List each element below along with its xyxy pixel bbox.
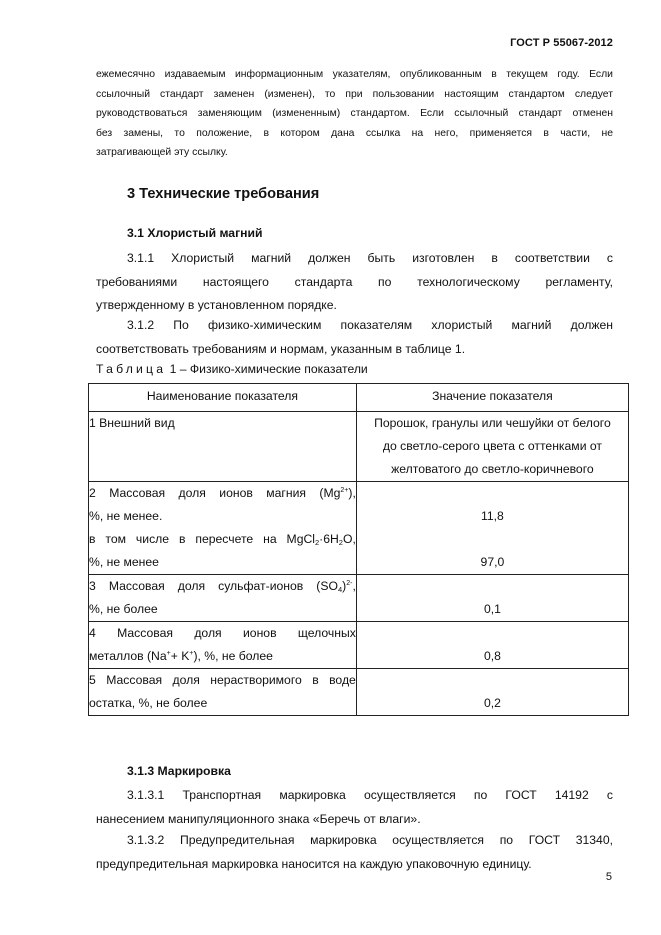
row3-text: 3 Массовая доля сульфат-ионов (SO xyxy=(89,579,338,593)
table-row xyxy=(89,622,629,669)
paragraph-3-1-3-2 xyxy=(96,829,613,876)
paragraph-line: утвержденному в установленном порядке. xyxy=(96,298,337,312)
row2-name-line xyxy=(89,528,356,551)
subsection-title-marking: 3.1.3 Маркировка xyxy=(127,764,231,778)
row4-value-spacer xyxy=(357,622,628,645)
row2-text: O, xyxy=(342,532,356,546)
row3-text: ) xyxy=(342,579,347,593)
row2-sup: 2+ xyxy=(340,487,349,494)
paragraph-line: нанесением манипуляционного знака «Беречь от влаги». xyxy=(96,811,421,826)
row3-value xyxy=(356,575,628,622)
paragraph-line: 3.1.2 По физико-химическим показателям хлористый магний должен xyxy=(127,318,613,332)
row5-value xyxy=(356,669,628,716)
row3-sub: 4 xyxy=(337,585,343,594)
paragraph-line: 3.1.3.2 Предупредительная маркировка осуществляется по ГОСТ 31340, xyxy=(127,833,613,847)
row2-value xyxy=(356,482,628,575)
intro-line: без замены, то положение, в котором дана ссылка на него, применяется в части, не xyxy=(96,127,613,139)
row5-value-spacer xyxy=(357,669,628,692)
paragraph-3-1-3-1 xyxy=(96,784,613,831)
table-row xyxy=(89,669,629,716)
row2-name-line: %, не менее xyxy=(89,555,159,569)
row2-text: 2 Массовая доля ионов магния (Mg xyxy=(89,486,341,500)
row3-name xyxy=(89,575,357,622)
paragraph-line: 3.1.1 Хлористый магний должен быть изготовлен в соответствии с xyxy=(127,251,613,265)
row4-sup: + xyxy=(189,650,194,657)
table-row xyxy=(89,412,629,482)
row5-name xyxy=(89,669,357,716)
table-row xyxy=(89,575,629,622)
paragraph-3-1-2 xyxy=(96,314,613,361)
row4-name-line: 4 Массовая доля ионов щелочных xyxy=(89,626,356,640)
row2-name xyxy=(89,482,357,575)
row3-name-line xyxy=(89,575,356,598)
row3-value-spacer xyxy=(357,575,628,598)
table-row xyxy=(89,482,629,575)
row2-sub: 2 xyxy=(314,538,320,547)
table-caption-word: Таблица xyxy=(96,362,167,376)
row1-name-text: 1 Внешний вид xyxy=(89,416,175,430)
page-number: 5 xyxy=(605,871,612,883)
header-value: Значение показателя xyxy=(356,384,628,412)
row2-value-2: 97,0 xyxy=(480,555,505,569)
row4-value xyxy=(356,622,628,669)
row4-sup: + xyxy=(166,650,171,657)
paragraph-line: 3.1.3.1 Транспортная маркировка осуществляется по ГОСТ 14192 с xyxy=(127,788,613,802)
row2-text: ·6H xyxy=(319,532,339,546)
row2-text: в том числе в пересчете на MgCl xyxy=(89,532,315,546)
intro-paragraph xyxy=(96,65,613,163)
header-name: Наименование показателя xyxy=(89,384,357,412)
intro-line: ежемесячно издаваемым информационным указателям, опубликованным в текущем году. Если xyxy=(96,69,613,80)
row2-name-line: %, не менее. xyxy=(89,509,163,523)
section-title: 3 Технические требования xyxy=(127,186,320,202)
document-code-header: ГОСТ Р 55067-2012 xyxy=(510,37,613,49)
row2-name-line xyxy=(89,482,356,505)
row3-sup: 2- xyxy=(346,580,353,587)
row4-text: ), %, не более xyxy=(193,649,273,663)
row4-value-text: 0,8 xyxy=(483,649,501,663)
intro-line: затрагивающей эту ссылку. xyxy=(96,147,228,159)
row1-value xyxy=(356,412,628,482)
paragraph-line: соответствовать требованиям и нормам, указанным в таблице 1. xyxy=(96,341,466,356)
paragraph-line: предупредительная маркировка наносится на каждую упаковочную единицу. xyxy=(96,856,532,871)
row2-value-spacer xyxy=(357,482,628,505)
row2-sub: 2 xyxy=(338,538,343,547)
intro-line: руководствоваться заменяющим (измененным) стандартом. Если ссылочный стандарт отменен xyxy=(96,108,613,120)
row2-value-spacer xyxy=(357,528,628,551)
row4-name-line xyxy=(89,645,356,668)
row1-name xyxy=(89,412,357,482)
row2-value-1: 11,8 xyxy=(481,509,504,523)
row5-value-text: 0,2 xyxy=(483,696,501,710)
row4-text: металлов (Na xyxy=(89,649,167,663)
row3-text: , xyxy=(352,579,356,593)
row3-name-line: %, не более xyxy=(89,602,158,616)
row1-value-line: Порошок, гранулы или чешуйки от белого xyxy=(374,416,611,430)
intro-line: ссылочный стандарт заменен (изменен), то при пользовании настоящим стандартом следует xyxy=(96,88,613,100)
subsection-title: 3.1 Хлористый магний xyxy=(127,226,263,240)
row1-value-line: до светло-серого цвета с оттенками от xyxy=(382,439,602,453)
paragraph-3-1-1 xyxy=(96,247,613,318)
row4-text: + K xyxy=(170,649,190,663)
row2-text: ), xyxy=(348,486,356,500)
paragraph-line: требованиями настоящего стандарта по технологическому регламенту, xyxy=(96,274,613,289)
table-caption-text: 1 – Физико-химические показатели xyxy=(166,362,368,376)
row1-value-line: желтоватого до светло-коричневого xyxy=(391,462,594,476)
physchem-table xyxy=(88,383,629,716)
row4-name xyxy=(89,622,357,669)
row5-name-line: 5 Массовая доля нерастворимого в воде xyxy=(89,673,356,687)
row3-value-text: 0,1 xyxy=(483,602,501,616)
table-caption xyxy=(96,362,368,376)
row5-name-line: остатка, %, не более xyxy=(89,696,208,710)
table-header-row xyxy=(89,384,629,412)
